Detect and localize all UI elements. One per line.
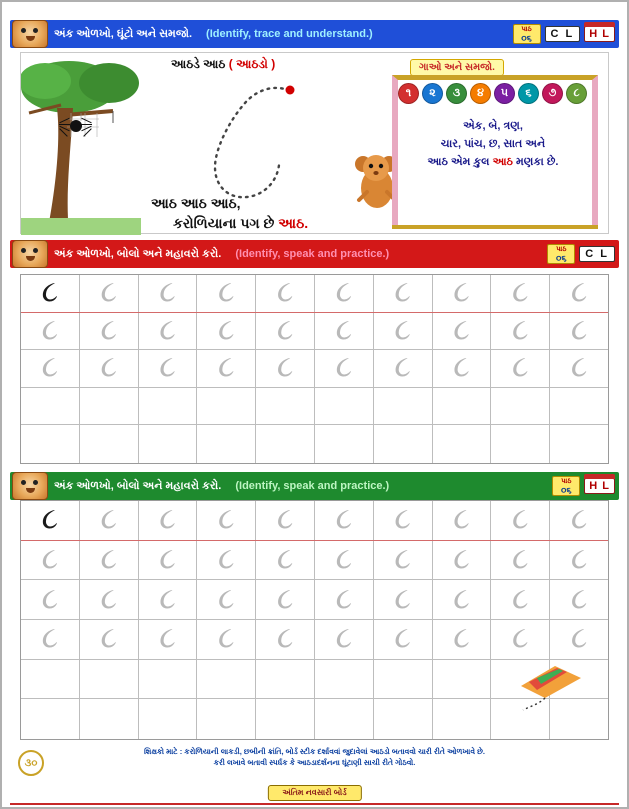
grid-cell[interactable]	[256, 580, 315, 619]
abacus-beads	[398, 83, 587, 104]
bead-4: ૪	[470, 83, 491, 104]
lesson-badge	[547, 244, 575, 264]
glyph-trace: ૮	[394, 542, 411, 576]
grid-cell[interactable]	[256, 501, 315, 540]
lesson-badge-number: ૦૬	[521, 33, 532, 43]
grid-cell[interactable]	[197, 580, 256, 619]
grid-cell[interactable]	[256, 350, 315, 387]
grid-cell[interactable]	[315, 313, 374, 350]
teacher-note-line-2: કરી લખાવે બતાવી સ્પર્ધક કે આઠડાદર્શનના ઘૂંટાણી સાચી રીતે ગોઠવો.	[213, 758, 416, 767]
grid-row[interactable]	[21, 580, 608, 620]
grid-cell[interactable]	[374, 699, 433, 739]
grid-cell[interactable]	[256, 620, 315, 659]
glyph-trace: ૮	[335, 275, 353, 309]
grid-cell[interactable]	[491, 313, 550, 350]
glyph-trace: ૮	[335, 542, 353, 576]
glyph-trace: ૮	[218, 313, 235, 347]
grid-cell[interactable]	[21, 350, 80, 387]
illustration-panel	[20, 52, 609, 234]
glyph-trace: ૮	[159, 621, 176, 655]
grid-row[interactable]	[21, 388, 608, 426]
rhyme-line-1: આઠ આઠ આઠ,	[151, 195, 241, 211]
grid-cell[interactable]	[315, 501, 374, 540]
panel-caption-red: ( આઠડો )	[228, 57, 276, 71]
grid-cell[interactable]	[491, 541, 550, 580]
grid-cell[interactable]	[315, 350, 374, 387]
grid-cell[interactable]	[315, 580, 374, 619]
mascot-icon	[12, 472, 48, 500]
glyph-trace: ૮	[394, 350, 411, 384]
grid-cell[interactable]	[197, 425, 256, 463]
glyph-trace: ૮	[41, 313, 59, 347]
grid-cell[interactable]	[197, 350, 256, 387]
grid-cell[interactable]	[139, 620, 198, 659]
glyph-trace: ૮	[100, 542, 117, 576]
glyph-trace: ૮	[570, 582, 588, 616]
section2-title: અંક ઓળખો, બોલો અને મહાવરો કરો.	[54, 247, 222, 260]
glyph-trace: ૮	[218, 582, 235, 616]
grid-cell[interactable]	[433, 425, 492, 463]
grid-cell[interactable]	[80, 660, 139, 699]
spider-icon	[63, 115, 89, 137]
grid-cell[interactable]	[139, 660, 198, 699]
grid-cell[interactable]	[550, 541, 608, 580]
glyph-trace: ૮	[159, 350, 176, 384]
bead-5: ૫	[494, 83, 515, 104]
panel-caption	[171, 57, 275, 72]
grid-cell[interactable]	[491, 275, 550, 312]
section3-title: અંક ઓળખો, બોલો અને મહાવરો કરો.	[54, 479, 222, 492]
glyph-trace: ૮	[453, 275, 470, 309]
glyph-trace: ૮	[570, 350, 588, 384]
grid-cell[interactable]	[315, 660, 374, 699]
grid-cell[interactable]	[433, 313, 492, 350]
page-number: ૩૦	[18, 750, 44, 776]
section2-subtitle: (Identify, speak and practice.)	[235, 248, 390, 260]
mascot-icon	[12, 20, 48, 48]
section1-title: અંક ઓળખો, ઘૂંટો અને સમજો.	[54, 27, 193, 40]
grid-cell[interactable]	[374, 620, 433, 659]
glyph-trace: ૮	[453, 621, 470, 655]
grid-cell[interactable]	[139, 425, 198, 463]
grid-cell[interactable]	[256, 541, 315, 580]
grid-cell[interactable]	[139, 580, 198, 619]
grid-cell[interactable]	[21, 541, 80, 580]
glyph-trace: ૮	[512, 350, 529, 384]
section3-subtitle: (Identify, speak and practice.)	[235, 480, 390, 492]
grid-row[interactable]	[21, 313, 608, 351]
glyph-trace: ૮	[394, 502, 411, 536]
glyph-trace: ૮	[218, 542, 235, 576]
grid-cell[interactable]	[80, 501, 139, 540]
glyph-trace: ૮	[276, 502, 294, 536]
kite-icon	[515, 660, 587, 716]
grid-cell[interactable]	[80, 275, 139, 312]
bead-6: ૬	[518, 83, 539, 104]
glyph-trace: ૮	[41, 350, 59, 384]
grid-cell[interactable]	[315, 699, 374, 739]
glyph-trace: ૮	[100, 313, 117, 347]
glyph-trace: ૮	[100, 502, 117, 536]
grid-cell[interactable]	[433, 660, 492, 699]
grid-cell[interactable]	[433, 620, 492, 659]
grid-cell[interactable]	[256, 313, 315, 350]
glyph-trace: ૮	[218, 621, 235, 655]
grid-cell[interactable]	[21, 425, 80, 463]
grid-cell[interactable]	[433, 580, 492, 619]
grid-cell[interactable]	[80, 620, 139, 659]
grid-cell[interactable]	[139, 313, 198, 350]
grid-cell[interactable]	[315, 425, 374, 463]
teacher-note	[42, 746, 587, 768]
mascot-icon	[12, 240, 48, 268]
grid-cell[interactable]	[21, 275, 80, 312]
verse-text	[394, 117, 592, 171]
grid-cell[interactable]	[550, 313, 608, 350]
grid-cell[interactable]	[491, 425, 550, 463]
grid-cell[interactable]	[491, 620, 550, 659]
glyph-trace: ૮	[453, 313, 470, 347]
verse-line-2: ચાર, પાંચ, છ, સાત અને	[440, 138, 546, 150]
glyph-trace: ૮	[394, 313, 411, 347]
glyph-trace: ૮	[453, 502, 470, 536]
grid-cell[interactable]	[550, 275, 608, 312]
grid-cell[interactable]	[139, 501, 198, 540]
glyph-trace: ૮	[159, 275, 176, 309]
grid-cell[interactable]	[315, 388, 374, 425]
grid-cell[interactable]	[550, 580, 608, 619]
glyph-trace: ૮	[100, 582, 117, 616]
grid-cell[interactable]	[139, 350, 198, 387]
lesson-badge-label: પાઠ	[561, 478, 572, 485]
grid-cell[interactable]	[550, 388, 608, 425]
lesson-badge-label: પાઠ	[521, 26, 532, 33]
verse-line-3-red: આઠ	[492, 156, 513, 168]
grid-cell[interactable]	[80, 699, 139, 739]
grid-row[interactable]	[21, 541, 608, 581]
glyph-trace: ૮	[218, 502, 235, 536]
grid-cell[interactable]	[315, 541, 374, 580]
glyph-trace: ૮	[570, 621, 588, 655]
sing-label: ગાઓ અને સમજો.	[410, 59, 504, 76]
grid-cell[interactable]	[433, 275, 492, 312]
grid-cell[interactable]	[80, 580, 139, 619]
grid-cell[interactable]	[197, 501, 256, 540]
grid-row[interactable]	[21, 620, 608, 660]
glyph-trace: ૮	[276, 350, 294, 384]
bead-2: ૨	[422, 83, 443, 104]
lesson-badge	[552, 476, 580, 496]
hl-tag: H L	[584, 478, 615, 494]
trace-guide-glyph	[171, 77, 321, 207]
bead-1: ૧	[398, 83, 419, 104]
footer-strip	[10, 803, 619, 805]
sing-and-understand-box	[384, 59, 602, 227]
glyph-trace: ૮	[276, 582, 294, 616]
section-header-practice-red	[10, 240, 619, 268]
grid-cell[interactable]	[374, 425, 433, 463]
glyph-trace: ૮	[100, 621, 117, 655]
bead-3: ૩	[446, 83, 467, 104]
grid-cell[interactable]	[21, 580, 80, 619]
tree-illustration	[21, 53, 141, 235]
bead-7: ૭	[542, 83, 563, 104]
glyph-trace: ૮	[453, 582, 470, 616]
grid-row[interactable]	[21, 350, 608, 388]
glyph-trace: ૮	[453, 542, 470, 576]
grid-cell[interactable]	[374, 275, 433, 312]
grid-cell[interactable]	[197, 620, 256, 659]
glyph-trace: ૮	[512, 621, 529, 655]
glyph-trace: ૮	[512, 542, 529, 576]
section-header-practice-green	[10, 472, 619, 500]
grid-cell[interactable]	[433, 541, 492, 580]
glyph-trace: ૮	[335, 582, 353, 616]
grid-cell[interactable]	[491, 350, 550, 387]
hl-tag: H L	[584, 26, 615, 42]
rhyme-line-2a: કરોળિયાના પગ છે	[173, 215, 275, 231]
grid-cell[interactable]	[374, 501, 433, 540]
glyph-trace: ૮	[159, 502, 176, 536]
glyph-trace: ૮	[159, 313, 176, 347]
grid-cell[interactable]	[80, 388, 139, 425]
cl-tag: C L	[545, 26, 581, 42]
grid-cell[interactable]	[550, 425, 608, 463]
grid-row[interactable]	[21, 501, 608, 541]
lesson-badge-label: પાઠ	[556, 246, 567, 253]
grid-cell[interactable]	[491, 388, 550, 425]
glyph-trace: ૮	[159, 542, 176, 576]
grid-cell[interactable]	[315, 275, 374, 312]
grid-cell[interactable]	[21, 388, 80, 425]
grid-row[interactable]	[21, 275, 608, 313]
glyph-trace: ૮	[394, 275, 411, 309]
verse-line-3a: આઠ એમ કુલ	[427, 156, 490, 168]
grid-cell[interactable]	[550, 501, 608, 540]
glyph-model: ૮	[41, 502, 59, 536]
grid-cell[interactable]	[491, 580, 550, 619]
grid-cell[interactable]	[374, 388, 433, 425]
lesson-badge	[513, 24, 541, 44]
grid-cell[interactable]	[80, 350, 139, 387]
grid-cell[interactable]	[374, 660, 433, 699]
grid-cell[interactable]	[197, 313, 256, 350]
panel-caption-plain: આઠડે આઠ	[171, 57, 226, 71]
lesson-badge-number: ૦૬	[556, 253, 567, 263]
grid-cell[interactable]	[433, 388, 492, 425]
grid-cell[interactable]	[491, 501, 550, 540]
glyph-trace: ૮	[453, 350, 470, 384]
glyph-trace: ૮	[218, 275, 235, 309]
grid-cell[interactable]	[550, 350, 608, 387]
grid-cell[interactable]	[197, 699, 256, 739]
grid-cell[interactable]	[21, 620, 80, 659]
rhyme-line-2b: આઠ.	[278, 215, 309, 231]
section1-subtitle: (Identify, trace and understand.)	[206, 28, 373, 40]
glyph-trace: ૮	[159, 582, 176, 616]
grid-cell[interactable]	[374, 350, 433, 387]
teacher-note-line-1: શિક્ષકો માટે : કરોળિયાની લાકડી, છબીની ક્રાંતિ, બોર્ડ સ્ટીક દર્શાવવાં જુદાવેલાં આઠડો બતાવવો ચારી રીતે ઓળખાવે છે.	[143, 747, 486, 756]
grid-cell[interactable]	[21, 699, 80, 739]
practice-grid-1[interactable]	[20, 274, 609, 464]
glyph-trace: ૮	[100, 275, 117, 309]
footer-tab: અંતિમ નવસારી બોર્ડ	[267, 785, 361, 801]
glyph-trace: ૮	[276, 275, 294, 309]
verse-line-3b: મણકા છે.	[516, 156, 559, 168]
grid-cell[interactable]	[80, 541, 139, 580]
cl-tag: C L	[579, 246, 615, 262]
grid-cell[interactable]	[80, 425, 139, 463]
lesson-badge-number: ૦૬	[561, 485, 572, 495]
glyph-trace: ૮	[394, 621, 411, 655]
grid-cell[interactable]	[197, 388, 256, 425]
glyph-trace: ૮	[335, 313, 353, 347]
glyph-model: ૮	[41, 275, 59, 309]
glyph-trace: ૮	[276, 313, 294, 347]
grid-cell[interactable]	[197, 275, 256, 312]
glyph-trace: ૮	[512, 582, 529, 616]
grid-cell[interactable]	[21, 501, 80, 540]
glyph-trace: ૮	[570, 502, 588, 536]
glyph-trace: ૮	[394, 582, 411, 616]
grid-cell[interactable]	[139, 541, 198, 580]
glyph-trace: ૮	[41, 582, 59, 616]
glyph-trace: ૮	[41, 542, 59, 576]
glyph-trace: ૮	[100, 350, 117, 384]
glyph-trace: ૮	[512, 502, 529, 536]
grid-cell[interactable]	[315, 620, 374, 659]
grid-cell[interactable]	[256, 660, 315, 699]
grid-cell[interactable]	[139, 699, 198, 739]
grid-cell[interactable]	[374, 541, 433, 580]
verse-line-1: એક, બે, ત્રણ,	[463, 120, 523, 132]
glyph-trace: ૮	[41, 621, 59, 655]
grid-cell[interactable]	[197, 541, 256, 580]
grid-cell[interactable]	[433, 350, 492, 387]
grid-cell[interactable]	[139, 388, 198, 425]
glyph-trace: ૮	[512, 275, 529, 309]
grid-cell[interactable]	[197, 660, 256, 699]
grid-cell[interactable]	[550, 620, 608, 659]
glyph-trace: ૮	[218, 350, 235, 384]
glyph-trace: ૮	[276, 621, 294, 655]
glyph-trace: ૮	[335, 350, 353, 384]
grid-cell[interactable]	[256, 699, 315, 739]
glyph-trace: ૮	[570, 542, 588, 576]
section-header-identify-trace	[10, 20, 619, 48]
glyph-trace: ૮	[335, 502, 353, 536]
grid-cell[interactable]	[21, 313, 80, 350]
glyph-trace: ૮	[570, 313, 588, 347]
grid-cell[interactable]	[80, 313, 139, 350]
grid-cell[interactable]	[256, 275, 315, 312]
grid-cell[interactable]	[256, 425, 315, 463]
glyph-trace: ૮	[570, 275, 588, 309]
grid-cell[interactable]	[374, 313, 433, 350]
bead-8: ૮	[566, 83, 587, 104]
grid-cell[interactable]	[139, 275, 198, 312]
grid-cell[interactable]	[256, 388, 315, 425]
glyph-trace: ૮	[335, 621, 353, 655]
glyph-trace: ૮	[512, 313, 529, 347]
grid-cell[interactable]	[433, 501, 492, 540]
glyph-trace: ૮	[276, 542, 294, 576]
grid-row[interactable]	[21, 425, 608, 463]
grid-cell[interactable]	[374, 580, 433, 619]
grid-cell[interactable]	[21, 660, 80, 699]
grid-cell[interactable]	[433, 699, 492, 739]
